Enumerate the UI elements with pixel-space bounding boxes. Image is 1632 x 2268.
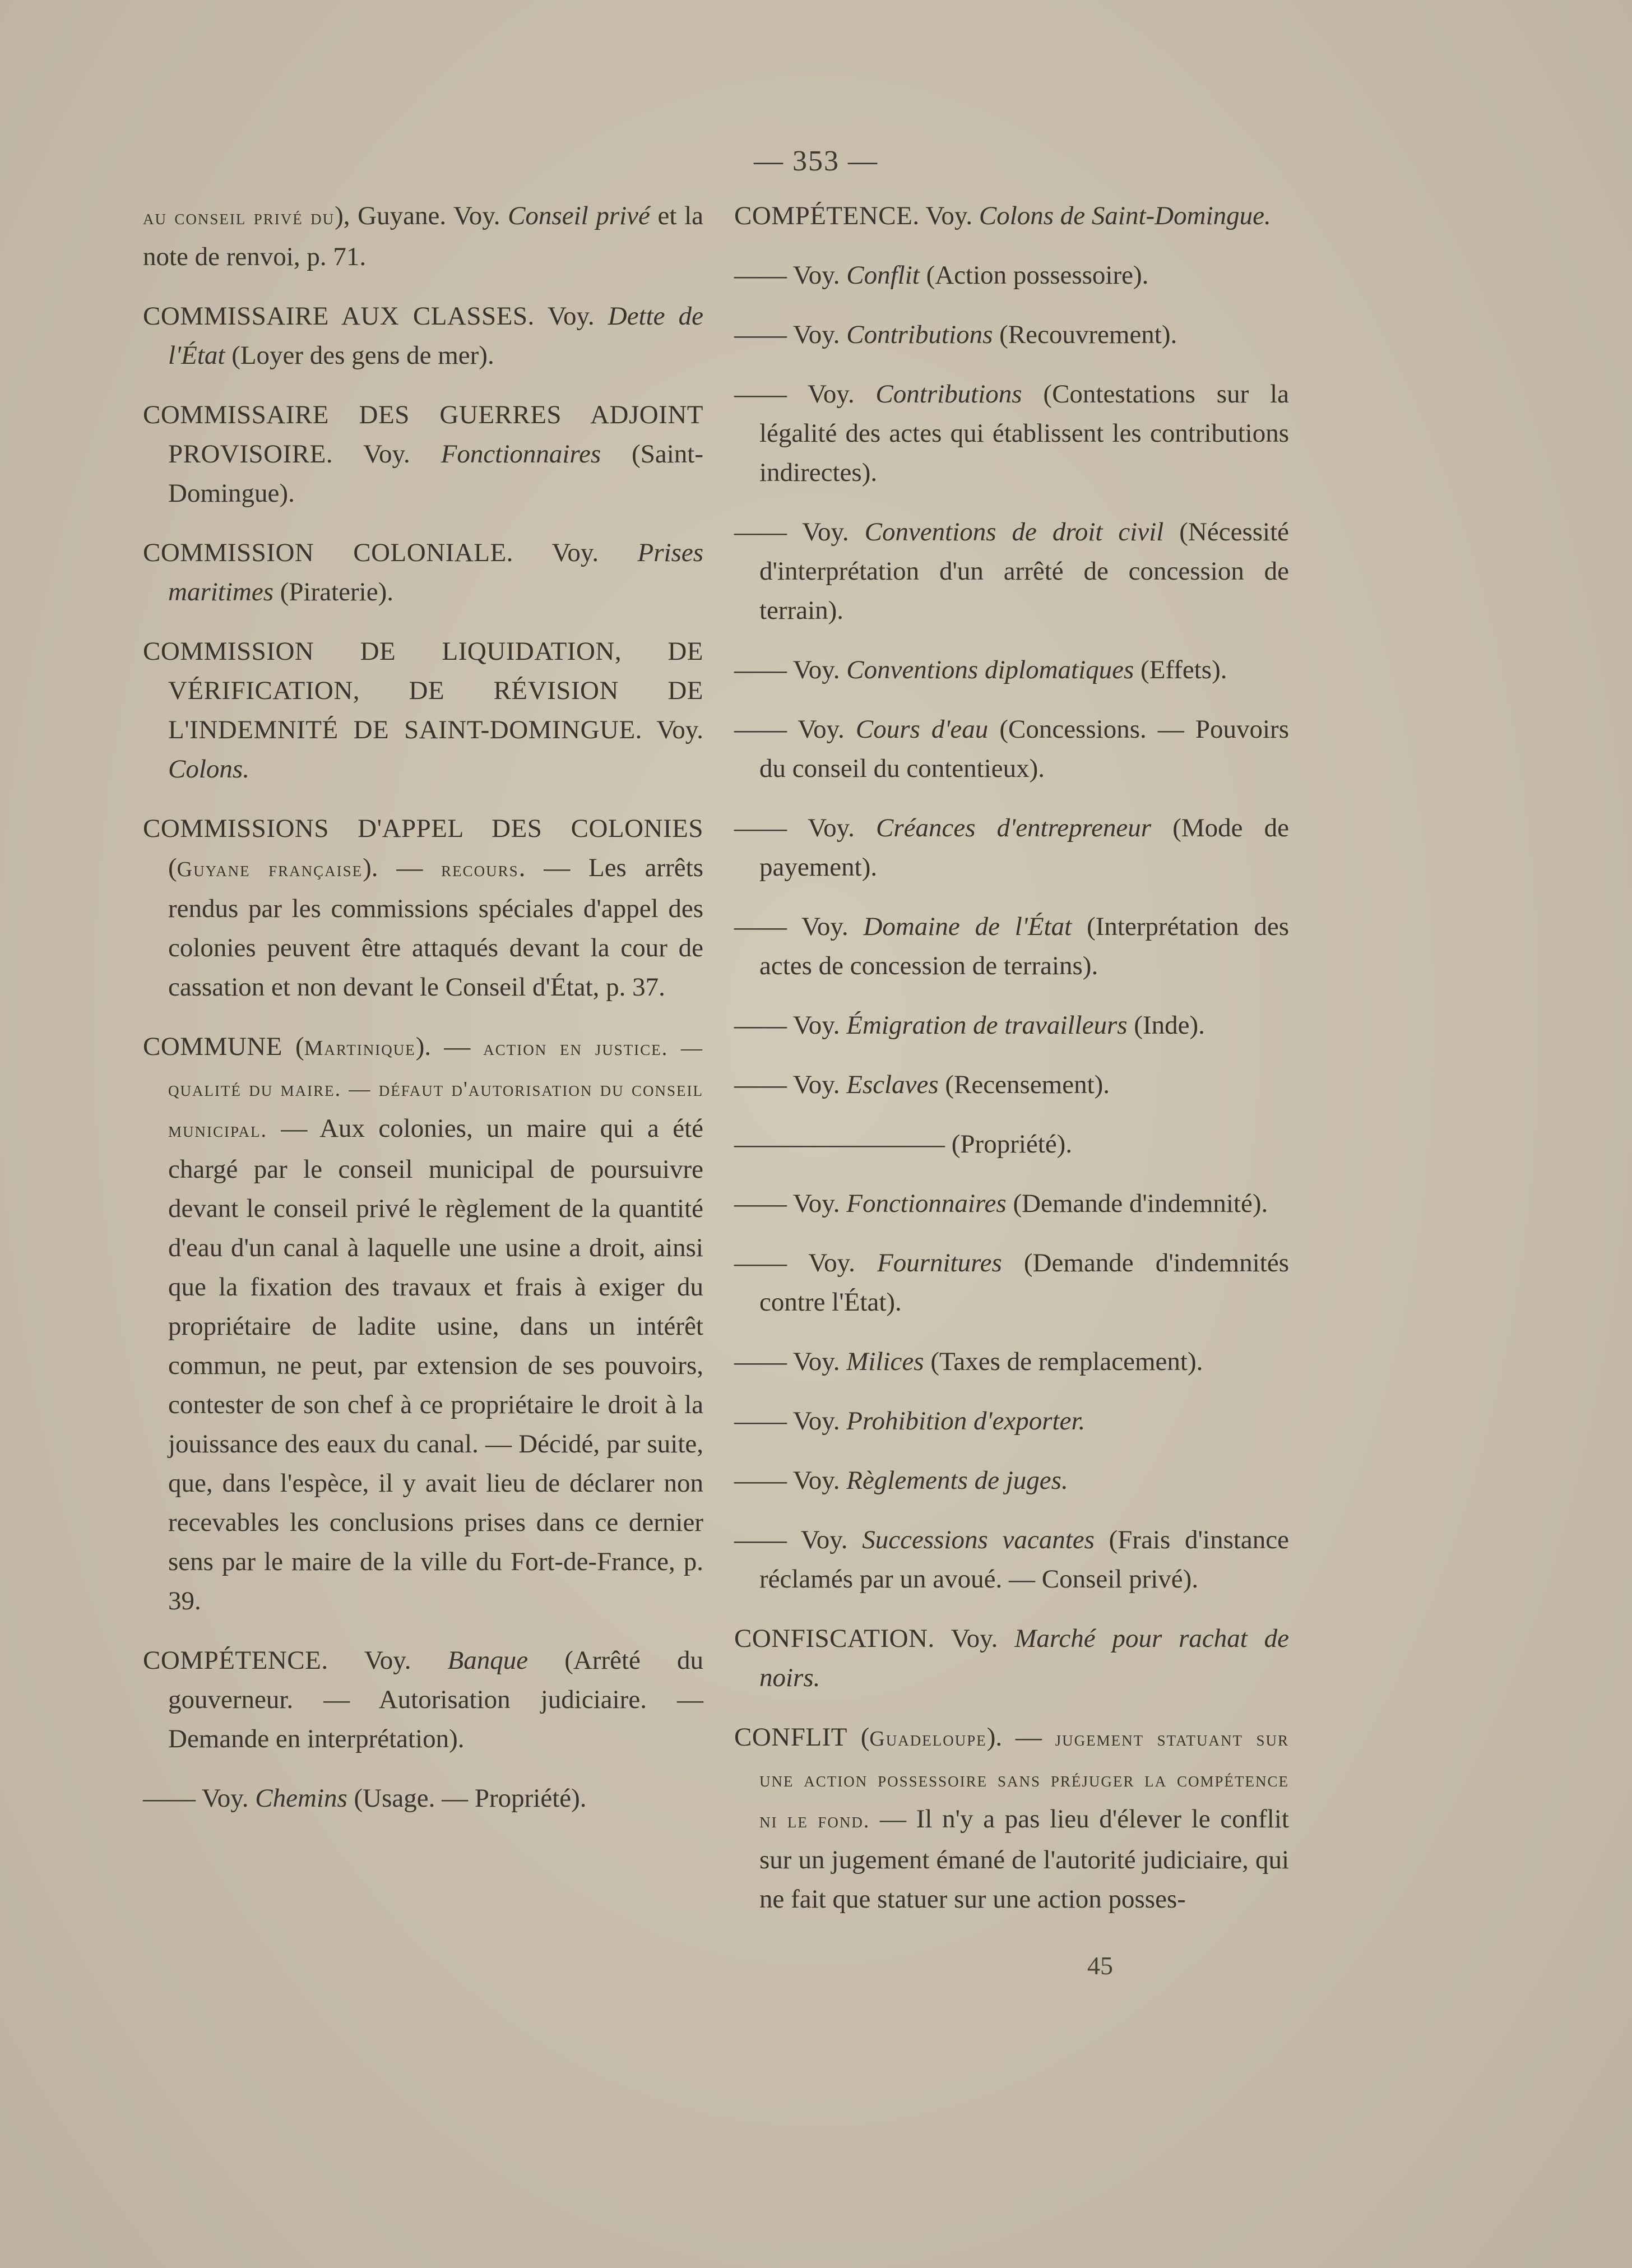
entry-text: ——	[734, 912, 787, 941]
entry-text: Voy.	[328, 1646, 448, 1675]
entry-text: (Usage. — Propriété).	[347, 1784, 587, 1813]
entry-text: Voy.	[787, 715, 856, 744]
entry-text: COMMISSAIRE AUX CLASSES.	[143, 302, 535, 331]
entry-text: (Nécessité d'interprétation d'un arrêté de concession de terrain).	[759, 517, 1289, 625]
entry-text: ——	[734, 813, 787, 843]
entry-fournitures	[734, 1243, 1289, 1322]
entry-text: Aux colonies, un maire qui a été chargé par le conseil municipal de poursuivre devant le conseil privé le règlement de la quantité d'eau d'un canal à laquelle une usine a droit, ainsi que la fixation des travaux et frais à exiger du propriétaire de ladite usine, dans un intérêt commun, ne peut, par extension de ses pouvoirs, contester de son chef à ce propriétaire le droit à la jouissance des eaux du canal. — Décidé, par suite, que, dans l'espèce, il y avait lieu de déclarer non recevables les conclusions prises dans ce dernier sens par le maire de la ville du Fort-de-France, p. 39.	[168, 1114, 703, 1616]
entry-text: (Mode de payement).	[759, 813, 1289, 882]
entry-text: (Piraterie).	[273, 577, 394, 607]
entry-text: ), Guyane. Voy.	[335, 201, 508, 230]
entry-text: Voy.	[787, 655, 847, 684]
entry-text: Conventions de droit civil	[864, 517, 1164, 547]
entry-text: ——	[734, 1070, 787, 1099]
entry-text: Il n'y a pas lieu d'élever le conflit sur un jugement émané de l'autorité judiciaire, qui ne fait que statuer sur une action posses-	[759, 1804, 1289, 1914]
entry-text: Voy.	[934, 1624, 1015, 1653]
entry-text: ——	[734, 715, 787, 744]
entry-text: Règlements de juges.	[846, 1466, 1068, 1495]
entry-text: ——	[734, 1406, 787, 1436]
entry-continuation	[143, 196, 703, 276]
entry-text: Créances d'entrepreneur	[876, 813, 1152, 843]
entry-conventions-diplo	[734, 650, 1289, 689]
entry-text: (Taxes de remplacement).	[924, 1347, 1203, 1376]
entry-commissions-appel: COMMISSIONS D'APPEL DES COLONIES (Guyane française). — recours. — Les arrêts rendus par les commissions spéciales d'appel des colonies peuvent être attaqués devant la cour de cassation et non devant le Conseil d'État, p. 37.	[143, 814, 703, 1002]
entry-competence-banque	[143, 1641, 703, 1758]
entry-text: ——	[734, 517, 787, 547]
entry-text: Les arrêts rendus par les commissions spéciales d'appel des colonies peuvent être attaqués devant la cour de cassation et non devant le Conseil d'État, p. 37.	[168, 853, 703, 1002]
entry-text: Voy.	[787, 1189, 847, 1218]
entry-text: (Interprétation des actes de concession de terrains).	[759, 912, 1289, 980]
entry-text: COMMISSAIRE DES GUERRES ADJOINT PROVISOIRE.	[143, 400, 703, 469]
entry-text: Émigration de travailleurs	[846, 1011, 1128, 1040]
entry-text: Colons.	[168, 755, 249, 784]
entry-text: (Demande d'indemnité).	[1006, 1189, 1268, 1218]
entry-text: COMPÉTENCE.	[143, 1646, 328, 1675]
entry-text: (Recouvrement).	[993, 320, 1177, 349]
entry-milices	[734, 1342, 1289, 1381]
entry-commission-liquidation	[143, 632, 703, 789]
entry-text: COMMISSION DE LIQUIDATION, DE VÉRIFICATION, DE RÉVISION DE L'INDEMNITÉ DE SAINT-DOMINGUE.	[143, 637, 703, 744]
entry-domaine	[734, 907, 1289, 985]
entry-esclaves	[734, 1065, 1289, 1104]
entry-text: Prises maritimes	[168, 538, 704, 607]
entry-text: Colons de Saint-Domingue.	[979, 201, 1271, 230]
entry-text: Contributions	[875, 379, 1022, 409]
entry-text: CONFLIT	[734, 1723, 847, 1752]
entry-creances	[734, 808, 1289, 887]
entry-text: Chemins	[255, 1784, 347, 1813]
entry-propriete	[734, 1124, 1289, 1164]
right-column	[734, 196, 1289, 1939]
entry-text: ——	[734, 1525, 787, 1554]
entry-successions	[734, 1520, 1289, 1599]
entry-text: Conventions diplomatiques	[846, 655, 1134, 684]
entry-text: (Propriété).	[945, 1130, 1073, 1159]
entry-text: (Inde).	[1127, 1011, 1205, 1040]
entry-text: Voy.	[787, 1248, 877, 1278]
entry-text: Domaine de l'État	[863, 912, 1072, 941]
entry-text: Voy.	[787, 517, 865, 547]
entry-text: (Arrêté du gouverneur. — Autorisation judiciaire. — Demande en interprétation).	[168, 1646, 703, 1753]
entry-text: jugement statuant sur une action possessoire sans préjuger la compétence ni le fond.	[759, 1727, 1289, 1832]
page-number: — 353 —	[754, 145, 878, 177]
entry-text: COMPÉTENCE.	[734, 201, 920, 230]
entry-text: Voy.	[787, 1070, 847, 1099]
entry-text: Voy.	[513, 538, 638, 567]
entry-text: Voy.	[919, 201, 979, 230]
entry-text: (Concessions. — Pouvoirs du conseil du contentieux).	[759, 715, 1289, 783]
entry-competence-colons	[734, 196, 1289, 235]
entry-text: recours	[441, 858, 519, 881]
entry-contributions-2	[734, 374, 1289, 492]
entry-text: COMMUNE	[143, 1032, 282, 1061]
entry-text: (Action possessoire).	[919, 261, 1149, 290]
entry-text: Voy.	[787, 379, 876, 409]
entry-text: Voy.	[787, 320, 847, 349]
entry-text: Voy.	[787, 1525, 863, 1554]
entry-text: (Demande d'indemnités contre l'État).	[759, 1248, 1290, 1317]
entry-text: au conseil privé du	[143, 206, 335, 229]
entry-text: Voy.	[787, 261, 847, 290]
entry-commissaire-guerres	[143, 395, 703, 513]
signature-mark: 45	[1087, 1951, 1113, 1980]
entry-text: Voy.	[787, 1406, 847, 1436]
entry-text: Voy.	[787, 912, 864, 941]
entry-confiscation	[734, 1619, 1289, 1697]
entry-text: Voy.	[642, 715, 703, 744]
entry-text: Voy.	[333, 439, 441, 469]
entry-text: Successions vacantes	[862, 1525, 1095, 1554]
entry-text: ——	[734, 1011, 787, 1040]
entry-text: Fonctionnaires	[846, 1189, 1007, 1218]
entry-text: Voy.	[787, 1466, 847, 1495]
entry-emigration	[734, 1006, 1289, 1045]
entry-text: Conseil privé	[508, 201, 650, 230]
entry-text: COMMISSIONS D'APPEL DES COLONIES	[143, 814, 703, 843]
entry-text: (Effets).	[1134, 655, 1227, 684]
entry-text: Contributions	[846, 320, 993, 349]
entry-text: Voy.	[534, 302, 608, 331]
entry-text: CONFISCATION.	[734, 1624, 935, 1653]
entry-conflit-ref	[734, 256, 1289, 295]
entry-text: Milices	[846, 1347, 924, 1376]
entry-text: Voy.	[787, 813, 876, 843]
entry-text: (Recensement).	[938, 1070, 1110, 1099]
entry-text: Voy.	[787, 1011, 847, 1040]
entry-text: Voy.	[196, 1784, 256, 1813]
entry-contributions-1	[734, 315, 1289, 354]
entry-text: ————————	[734, 1130, 945, 1159]
entry-text: (Contestations sur la légalité des actes qui établissent les contributions indirectes).	[759, 379, 1290, 487]
left-column	[143, 196, 703, 1838]
entry-text: ——	[734, 261, 787, 290]
entry-text: et la note de renvoi, p. 71.	[143, 201, 704, 271]
entry-text: action en justice. — qualité du maire. — défaut d'autorisation du conseil municipal.	[168, 1036, 703, 1142]
entry-text: Martinique	[304, 1036, 416, 1060]
entry-text: ——	[734, 1248, 787, 1278]
entry-text: Prohibition d'exporter.	[846, 1406, 1086, 1436]
entry-cours-eau	[734, 710, 1289, 788]
entry-text: Guyane française	[177, 858, 363, 881]
entry-conflit-guadeloupe: CONFLIT (Guadeloupe). — jugement statuant sur une action possessoire sans préjuger la compétence ni le fond. — Il n'y a pas lieu d'élever le conflit sur un jugement émané de l'autorité judiciaire, qui ne fait que statuer sur une action posses-	[734, 1723, 1289, 1914]
entry-prohibition	[734, 1401, 1289, 1441]
entry-text: Cours d'eau	[855, 715, 989, 744]
entry-text: Banque	[447, 1646, 528, 1675]
entry-commune: COMMUNE (Martinique). — action en justice. — qualité du maire. — défaut d'autorisation du conseil municipal. — Aux colonies, un maire qui a été chargé par le conseil municipal de poursuivre devant le conseil privé le règlement de la quantité d'eau d'un canal à laquelle une usine a droit, ainsi que la fixation des travaux et frais à exiger du propriétaire de ladite usine, dans un intérêt commun, ne peut, par extension de ses pouvoirs, contester de son chef à ce propriétaire le droit à la jouissance des eaux du canal. — Décidé, par suite, que, dans l'espèce, il y avait lieu de déclarer non recevables les conclusions prises dans ce dernier sens par le maire de la ville du Fort-de-France, p. 39.	[143, 1032, 703, 1616]
entry-text: ——	[734, 1466, 787, 1495]
entry-text: Fournitures	[877, 1248, 1002, 1278]
entry-text: Guadeloupe	[869, 1727, 987, 1751]
entry-text: Voy.	[787, 1347, 847, 1376]
entry-text: Dette de l'État	[168, 302, 704, 370]
entry-fonctionnaires	[734, 1184, 1289, 1223]
entry-text: Marché pour rachat de noirs.	[759, 1624, 1290, 1692]
entry-text: Fonctionnaires	[441, 439, 601, 469]
entry-text: ——	[143, 1784, 196, 1813]
entry-competence-chemins	[143, 1779, 703, 1818]
entry-text: ——	[734, 1189, 787, 1218]
entry-text: COMMISSION COLONIALE.	[143, 538, 513, 567]
entry-conventions-civil	[734, 512, 1289, 630]
entry-text: ——	[734, 379, 787, 409]
entry-text: (Loyer des gens de mer).	[225, 341, 494, 370]
entry-text: ——	[734, 655, 787, 684]
entry-text: Conflit	[846, 261, 920, 290]
entry-reglements	[734, 1461, 1289, 1500]
entry-text: Esclaves	[846, 1070, 939, 1099]
entry-commissaire-classes	[143, 297, 703, 375]
entry-text: ——	[734, 1347, 787, 1376]
entry-text: (Frais d'instance réclamés par un avoué. — Conseil privé).	[759, 1525, 1289, 1594]
entry-text: (Saint-Domingue).	[168, 439, 703, 508]
entry-text: ——	[734, 320, 787, 349]
entry-commission-coloniale	[143, 533, 703, 612]
